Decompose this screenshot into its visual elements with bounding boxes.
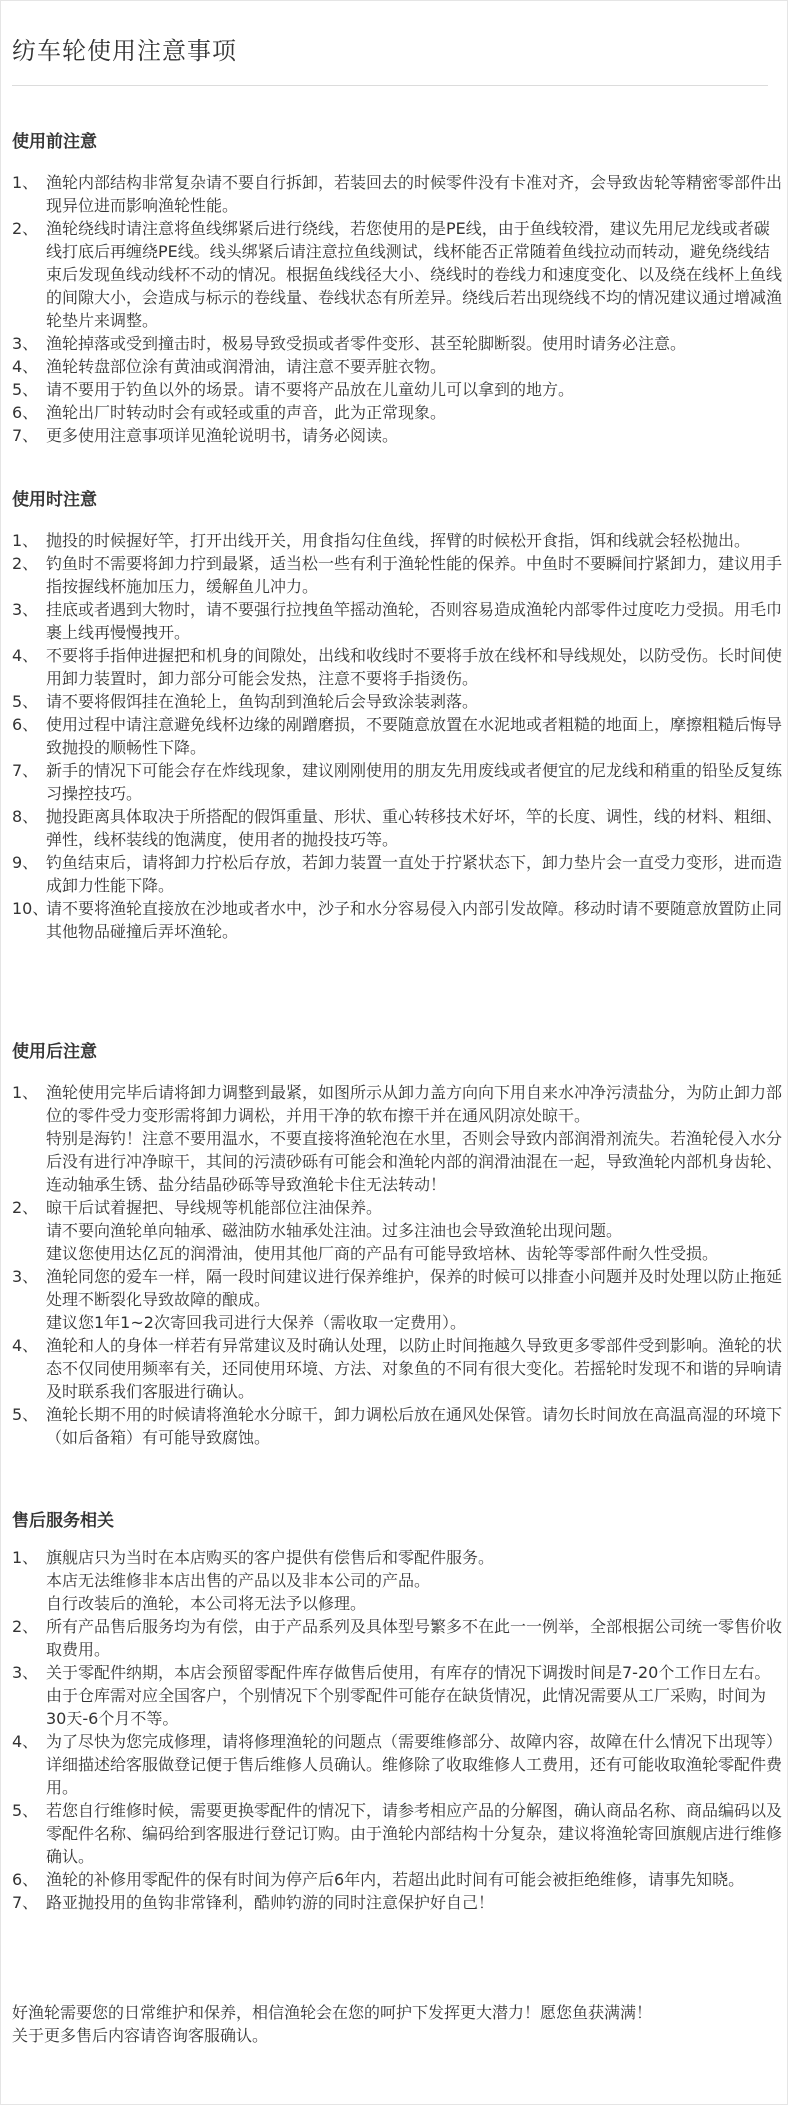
item-number: 7、: [12, 761, 39, 780]
item-text: 关于零配件纳期，本店会预留零配件库存做售后使用，有库存的情况下调拨时间是7-20个工作日左右。: [46, 1663, 771, 1682]
item-subtext: 自行改装后的渔轮，本公司将无法予以修理。: [46, 1594, 367, 1613]
list-item: [12, 552, 782, 598]
list-service: [12, 1546, 782, 1914]
item-number: 5、: [12, 1405, 39, 1424]
item-text: 渔轮出厂时转动时会有或轻或重的声音，此为正常现象。: [46, 403, 447, 422]
item-number: 1、: [12, 1083, 39, 1102]
page-title: 纺车轮使用注意事项: [12, 37, 237, 65]
item-text: 渔轮绕线时请注意将鱼线绑紧后进行绕线，若您使用的是PE线，由于鱼线较滑，建议先用尼龙线或者碳线打底后再缠绕PE线。线头绑紧后请注意拉鱼线测试，线杯能否正常随着鱼线拉动而转动，避免绕线结束后发现鱼线动线杯不动的情况。根据鱼线线径大小、绕线时的卷线力和速度变化、以及绕在线杯上鱼线的间隙大小，会造成与标示的卷线量、卷线状态有所差异。绕线后若出现绕线不均的情况建议通过增减渔轮垫片来调整。: [46, 219, 783, 330]
section-title-before: 使用前注意: [12, 132, 97, 152]
item-number: 3、: [12, 600, 39, 619]
list-item: [12, 1730, 782, 1799]
item-text: 晾干后试着握把、导线规等机能部位注油保养。: [46, 1198, 383, 1217]
list-item: [12, 1546, 782, 1615]
item-number: 10、: [12, 899, 49, 918]
item-number: 4、: [12, 357, 39, 376]
list-item: [12, 1265, 782, 1334]
list-item: [12, 1081, 782, 1196]
item-text: 渔轮的补修用零配件的保有时间为停产后6年内，若超出此时间有可能会被拒绝维修，请事先知晓。: [46, 1870, 745, 1889]
item-subtext: 特别是海钓！注意不要用温水，不要直接将渔轮泡在水里，否则会导致内部润滑剂流失。若渔轮侵入水分后没有进行冲净晾干，其间的污渍砂砾有可能会和渔轮内部的润滑油混在一起，导致渔轮内部机身齿轮、连动轴承生锈、盐分结晶砂砾等导致渔轮卡住无法转动！: [46, 1129, 783, 1194]
item-number: 4、: [12, 1336, 39, 1355]
list-item: [12, 1661, 782, 1730]
list-item: [12, 1615, 782, 1661]
item-subtext: 由于仓库需对应全国客户，个别情况下个别零配件可能存在缺货情况，此情况需要从工厂采购，时间为30天-6个月不等。: [46, 1686, 767, 1728]
item-number: 6、: [12, 1870, 39, 1889]
item-number: 3、: [12, 334, 39, 353]
item-text: 钓鱼时不需要将卸力拧到最紧，适当松一些有利于渔轮性能的保养。中鱼时不要瞬间拧紧卸力，建议用手指按握线杯施加压力，缓解鱼儿冲力。: [46, 554, 783, 596]
list-item: [12, 1891, 782, 1914]
item-text: 所有产品售后服务均为有偿，由于产品系列及具体型号繁多不在此一一例举，全部根据公司统一零售价收取费用。: [46, 1617, 783, 1659]
item-text: 不要将手指伸进握把和机身的间隙处，出线和收线时不要将手放在线杯和导线规处，以防受伤。长时间使用卸力装置时，卸力部分可能会发热，注意不要将手指烫伤。: [46, 646, 783, 688]
section-title-during: 使用时注意: [12, 490, 97, 510]
item-text: 请不要将假饵挂在渔轮上，鱼钩刮到渔轮后会导致涂装剥落。: [46, 692, 479, 711]
list-item: [12, 713, 782, 759]
list-item: [12, 378, 782, 401]
item-number: 2、: [12, 1617, 39, 1636]
item-text: 更多使用注意事项详见渔轮说明书，请务必阅读。: [46, 426, 399, 445]
item-number: 2、: [12, 1198, 39, 1217]
item-text: 渔轮长期不用的时候请将渔轮水分晾干，卸力调松后放在通风处保管。请勿长时间放在高温高湿的环境下（如后备箱）有可能导致腐蚀。: [46, 1405, 783, 1447]
item-text: 若您自行维修时候，需要更换零配件的情况下，请参考相应产品的分解图，确认商品名称、商品编码以及零配件名称、编码给到客服进行登记订购。由于渔轮内部结构十分复杂，建议将渔轮寄回旗舰店进行维修确认。: [46, 1801, 783, 1866]
list-item: [12, 1196, 782, 1265]
item-text: 请不要将渔轮直接放在沙地或者水中，沙子和水分容易侵入内部引发故障。移动时请不要随意放置防止同其他物品碰撞后弄坏渔轮。: [46, 899, 783, 941]
list-item: [12, 690, 782, 713]
item-text: 钓鱼结束后，请将卸力拧松后存放，若卸力装置一直处于拧紧状态下，卸力垫片会一直受力变形，进而造成卸力性能下降。: [46, 853, 783, 895]
item-text: 挂底或者遇到大物时，请不要强行拉拽鱼竿摇动渔轮，否则容易造成渔轮内部零件过度吃力受损。用毛巾裹上线再慢慢拽开。: [46, 600, 783, 642]
item-number: 7、: [12, 1893, 39, 1912]
closing-line-2: 关于更多售后内容请咨询客服确认。: [12, 2026, 269, 2045]
item-number: 3、: [12, 1267, 39, 1286]
list-item: [12, 355, 782, 378]
list-before: [12, 171, 782, 447]
item-number: 2、: [12, 554, 39, 573]
item-number: 4、: [12, 646, 39, 665]
list-item: [12, 401, 782, 424]
item-text: 使用过程中请注意避免线杯边缘的剐蹭磨损，不要随意放置在水泥地或者粗糙的地面上，摩擦粗糙后悔导致抛投的顺畅性下降。: [46, 715, 783, 757]
item-number: 5、: [12, 380, 39, 399]
item-text: 旗舰店只为当时在本店购买的客户提供有偿售后和零配件服务。: [46, 1548, 495, 1567]
list-item: [12, 805, 782, 851]
list-item: [12, 598, 782, 644]
item-number: 1、: [12, 1548, 39, 1567]
list-after: [12, 1081, 782, 1449]
item-number: 4、: [12, 1732, 39, 1751]
list-item: [12, 1868, 782, 1891]
item-number: 3、: [12, 1663, 39, 1682]
list-during: [12, 529, 782, 943]
item-subtext: 本店无法维修非本店出售的产品以及非本公司的产品。: [46, 1571, 431, 1590]
title-divider: [12, 85, 768, 86]
item-text: 渔轮和人的身体一样若有异常建议及时确认处理，以防止时间拖越久导致更多零部件受到影响。渔轮的状态不仅同使用频率有关，还同使用环境、方法、对象鱼的不同有很大变化。若摇轮时发现不和谐的异响请及时联系我们客服进行确认。: [46, 1336, 783, 1401]
item-number: 1、: [12, 173, 39, 192]
item-subtext: 建议您使用达亿瓦的润滑油，使用其他厂商的产品有可能导致培林、齿轮等零部件耐久性受损。: [46, 1244, 719, 1263]
item-subtext: 建议您1年1~2次寄回我司进行大保养（需收取一定费用）。: [46, 1313, 466, 1332]
item-subtext: 请不要向渔轮单向轴承、磁油防水轴承处注油。过多注油也会导致渔轮出现问题。: [46, 1221, 623, 1240]
item-text: 渔轮掉落或受到撞击时，极易导致受损或者零件变形、甚至轮脚断裂。使用时请务必注意。: [46, 334, 687, 353]
item-number: 2、: [12, 219, 39, 238]
list-item: [12, 1799, 782, 1868]
list-item: [12, 1334, 782, 1403]
item-number: 8、: [12, 807, 39, 826]
item-number: 5、: [12, 1801, 39, 1820]
list-item: [12, 424, 782, 447]
item-number: 6、: [12, 403, 39, 422]
item-text: 渔轮使用完毕后请将卸力调整到最紧，如图所示从卸力盖方向向下用自来水冲净污渍盐分，为防止卸力部位的零件受力变形需将卸力调松，并用干净的软布擦干并在通风阴凉处晾干。: [46, 1083, 783, 1125]
list-item: [12, 217, 782, 332]
list-item: [12, 529, 782, 552]
item-text: 为了尽快为您完成修理，请将修理渔轮的问题点（需要维修部分、故障内容，故障在什么情况下出现等）详细描述给客服做登记便于售后维修人员确认。维修除了收取维修人工费用，还有可能收取渔轮零配件费用。: [46, 1732, 783, 1797]
item-text: 路亚抛投用的鱼钩非常锋利，酷帅钓游的同时注意保护好自己！: [46, 1893, 495, 1912]
item-text: 抛投的时候握好竿，打开出线开关，用食指勾住鱼线，挥臂的时候松开食指，饵和线就会轻松抛出。: [46, 531, 751, 550]
item-number: 9、: [12, 853, 39, 872]
item-text: 渔轮内部结构非常复杂请不要自行拆卸，若装回去的时候零件没有卡准对齐，会导致齿轮等精密零部件出现异位进而影响渔轮性能。: [46, 173, 783, 215]
item-text: 请不要用于钓鱼以外的场景。请不要将产品放在儿童幼儿可以拿到的地方。: [46, 380, 575, 399]
item-text: 渔轮同您的爱车一样，隔一段时间建议进行保养维护，保养的时候可以排查小问题并及时处理以防止拖延处理不断裂化导致故障的酿成。: [46, 1267, 783, 1309]
closing-line-1: 好渔轮需要您的日常维护和保养，相信渔轮会在您的呵护下发挥更大潜力！愿您鱼获满满！: [12, 2003, 653, 2022]
list-item: [12, 759, 782, 805]
item-number: 6、: [12, 715, 39, 734]
list-item: [12, 897, 782, 943]
list-item: [12, 851, 782, 897]
item-text: 新手的情况下可能会存在炸线现象，建议刚刚使用的朋友先用废线或者便宜的尼龙线和稍重的铅坠反复练习操控技巧。: [46, 761, 783, 803]
item-text: 抛投距离具体取决于所搭配的假饵重量、形状、重心转移技术好坏，竿的长度、调性，线的材料、粗细、弹性，线杯装线的饱满度，使用者的抛投技巧等。: [46, 807, 783, 849]
section-title-after: 使用后注意: [12, 1042, 97, 1062]
item-text: 渔轮转盘部位涂有黄油或润滑油，请注意不要弄脏衣物。: [46, 357, 447, 376]
list-item: [12, 644, 782, 690]
item-number: 1、: [12, 531, 39, 550]
list-item: [12, 332, 782, 355]
list-item: [12, 171, 782, 217]
item-number: 5、: [12, 692, 39, 711]
list-item: [12, 1403, 782, 1449]
section-title-service: 售后服务相关: [12, 1511, 114, 1531]
item-number: 7、: [12, 426, 39, 445]
